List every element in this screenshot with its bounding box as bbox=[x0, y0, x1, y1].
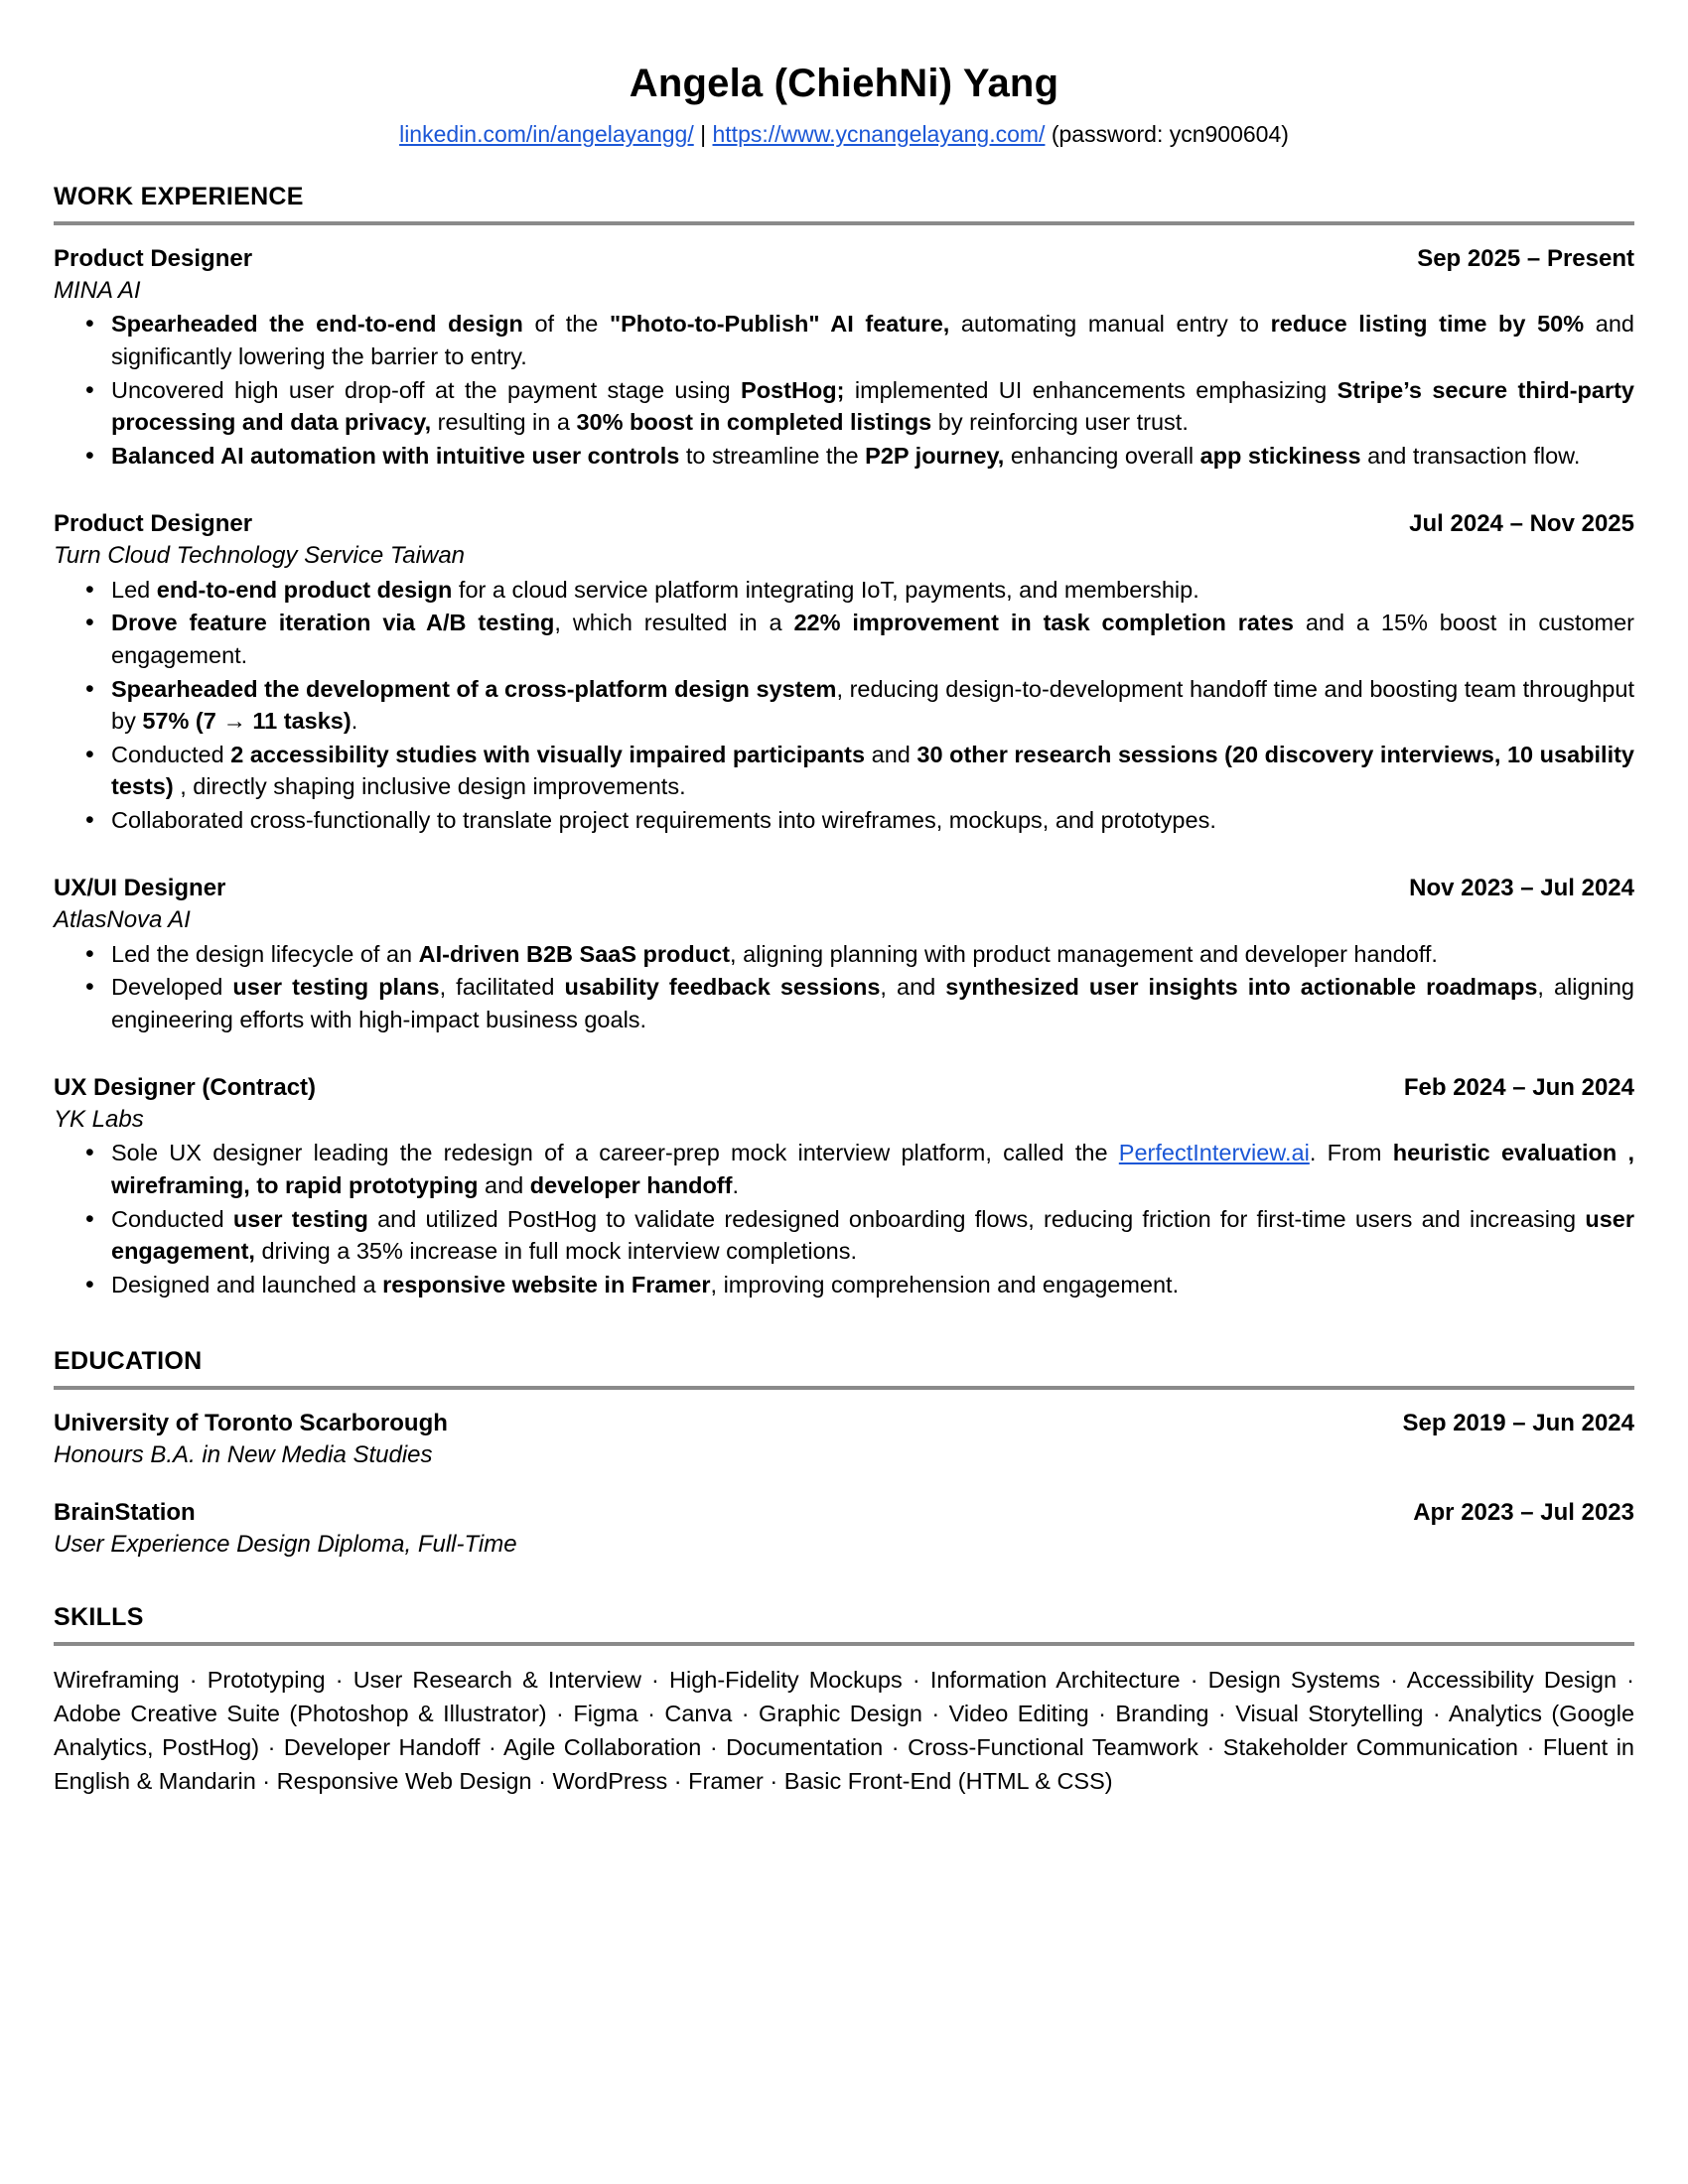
body-text: for a cloud service platform integrating IoT, payments, and membership. bbox=[452, 576, 1199, 603]
skill-item: Video Editing bbox=[948, 1701, 1089, 1727]
skill-item: Design Systems bbox=[1207, 1667, 1381, 1694]
skill-item: Accessibility Design bbox=[1406, 1667, 1618, 1694]
skill-item: User Research & Interview bbox=[352, 1667, 641, 1694]
education-entry-header bbox=[54, 1408, 1634, 1438]
job-bullet-list bbox=[54, 1137, 1634, 1300]
section-heading-skills: SKILLS bbox=[54, 1603, 144, 1632]
degree-name: User Experience Design Diploma, Full-Time bbox=[54, 1530, 517, 1558]
education-list bbox=[54, 1408, 1634, 1561]
skill-separator: · bbox=[179, 1667, 208, 1694]
job-bullet bbox=[54, 938, 1634, 971]
body-text: Uncovered high user drop-off at the payment stage using bbox=[111, 376, 742, 403]
body-text: , reducing design-to-development handoff time and boosting team throughput by bbox=[111, 675, 1634, 735]
education-dates: Sep 2019 – Jun 2024 bbox=[1402, 1409, 1634, 1436]
linkedin-link[interactable]: linkedin.com/in/angelayangg/ bbox=[399, 120, 694, 147]
education-entry bbox=[54, 1497, 1634, 1561]
body-text: , aligning planning with product management and developer handoff. bbox=[730, 940, 1438, 967]
emphasis-text: Spearheaded the end-to-end design bbox=[111, 311, 523, 338]
skill-separator: · bbox=[1518, 1734, 1543, 1761]
skill-item: Stakeholder Communication bbox=[1222, 1734, 1518, 1761]
entry-spacer bbox=[54, 1042, 1634, 1072]
emphasis-text: 30 other research sessions (20 discovery interviews, 10 usability tests) bbox=[111, 741, 1634, 800]
emphasis-text: usability feedback sessions bbox=[564, 974, 881, 1001]
education-entry bbox=[54, 1408, 1634, 1471]
body-text: , which resulted in a bbox=[554, 610, 794, 636]
work-entry bbox=[54, 873, 1634, 1036]
skill-item: High-Fidelity Mockups bbox=[669, 1667, 903, 1694]
inline-link[interactable]: PerfectInterview.ai bbox=[1118, 1140, 1310, 1166]
skill-separator: · bbox=[667, 1767, 689, 1794]
skill-item: Prototyping bbox=[207, 1667, 326, 1694]
skill-separator: · bbox=[1088, 1701, 1116, 1727]
contact-line bbox=[54, 120, 1634, 149]
emphasis-text: AI-driven B2B SaaS product bbox=[418, 940, 731, 967]
work-entry-header bbox=[54, 508, 1634, 539]
emphasis-text: synthesized user insights into actionable roadmaps bbox=[945, 974, 1538, 1001]
body-text: and utilized PostHog to validate redesigned onboarding flows, reducing friction for first-time users and increasing bbox=[367, 1205, 1586, 1232]
emphasis-text: developer handoff bbox=[529, 1172, 733, 1199]
emphasis-text: Stripe’s secure third-party processing and data privacy, bbox=[111, 376, 1634, 436]
job-bullet-list bbox=[54, 308, 1634, 472]
skill-separator: · bbox=[701, 1734, 727, 1761]
degree-name: Honours B.A. in New Media Studies bbox=[54, 1440, 433, 1468]
section-rule-skills bbox=[54, 1642, 1634, 1646]
work-entry bbox=[54, 508, 1634, 837]
job-dates: Jul 2024 – Nov 2025 bbox=[1409, 509, 1634, 537]
company-name: AtlasNova AI bbox=[54, 905, 191, 933]
skill-separator: · bbox=[546, 1701, 574, 1727]
skill-separator: · bbox=[1197, 1734, 1223, 1761]
section-rule-education bbox=[54, 1386, 1634, 1390]
work-experience-list bbox=[54, 243, 1634, 1301]
job-bullet-list bbox=[54, 938, 1634, 1036]
job-bullet bbox=[54, 739, 1634, 803]
company-name: Turn Cloud Technology Service Taiwan bbox=[54, 541, 466, 569]
work-entry-header bbox=[54, 1072, 1634, 1103]
job-title: UX/UI Designer bbox=[54, 874, 226, 901]
skill-item: Cross-Functional Teamwork bbox=[908, 1734, 1198, 1761]
emphasis-text: reduce listing time by 50% bbox=[1270, 311, 1585, 338]
skill-item: Developer Handoff bbox=[283, 1734, 481, 1761]
skill-item: Adobe Creative Suite (Photoshop & Illustrator) bbox=[54, 1701, 547, 1727]
body-text: by reinforcing user trust. bbox=[931, 409, 1189, 436]
skill-item: WordPress bbox=[552, 1767, 668, 1794]
entry-spacer bbox=[54, 478, 1634, 508]
job-bullet-list bbox=[54, 574, 1634, 837]
skill-separator: · bbox=[325, 1667, 353, 1694]
emphasis-text: P2P journey, bbox=[865, 443, 1005, 470]
job-title: Product Designer bbox=[54, 509, 253, 537]
work-entry-header bbox=[54, 873, 1634, 903]
job-bullet bbox=[54, 804, 1634, 837]
body-text: and significantly lowering the barrier to entry. bbox=[111, 311, 1634, 370]
skill-item: Figma bbox=[573, 1701, 638, 1727]
job-bullet bbox=[54, 607, 1634, 671]
section-heading-education: EDUCATION bbox=[54, 1346, 203, 1375]
emphasis-text: heuristic evaluation , wireframing, to rapid prototyping bbox=[111, 1140, 1634, 1199]
skill-separator: · bbox=[763, 1767, 784, 1794]
body-text: implemented UI enhancements emphasizing bbox=[844, 376, 1337, 403]
skill-separator: · bbox=[1208, 1701, 1236, 1727]
emphasis-text: 57% (7 → 11 tasks) bbox=[142, 708, 352, 735]
body-text: Conducted bbox=[111, 1205, 233, 1232]
skill-separator: · bbox=[883, 1734, 909, 1761]
skill-item: Documentation bbox=[726, 1734, 884, 1761]
body-text: and bbox=[865, 741, 917, 767]
skill-item: Fluent in English & Mandarin bbox=[54, 1734, 1634, 1794]
skill-separator: · bbox=[1423, 1701, 1449, 1727]
job-bullet bbox=[54, 673, 1634, 738]
emphasis-text: "Photo-to-Publish" AI feature, bbox=[609, 311, 950, 338]
emphasis-text: 22% improvement in task completion rates bbox=[793, 610, 1294, 636]
body-text: , facilitated bbox=[439, 974, 565, 1001]
body-text: of the bbox=[522, 311, 610, 338]
job-bullet bbox=[54, 1203, 1634, 1268]
body-text: , directly shaping inclusive design improvements. bbox=[173, 773, 686, 800]
emphasis-text: Balanced AI automation with intuitive user controls bbox=[111, 443, 680, 470]
work-entry bbox=[54, 243, 1634, 473]
section-heading-work: WORK EXPERIENCE bbox=[54, 182, 304, 210]
skill-separator: · bbox=[902, 1667, 930, 1694]
emphasis-text: PostHog; bbox=[741, 376, 845, 403]
emphasis-text: app stickiness bbox=[1199, 443, 1361, 470]
skill-separator: · bbox=[531, 1767, 553, 1794]
password-note: (password: ycn900604) bbox=[1045, 120, 1289, 147]
skill-item: Responsive Web Design bbox=[276, 1767, 532, 1794]
body-text: . From bbox=[1309, 1140, 1393, 1166]
job-bullet bbox=[54, 440, 1634, 473]
body-text: . bbox=[732, 1172, 739, 1199]
body-text: and bbox=[478, 1172, 530, 1199]
skill-item: Visual Storytelling bbox=[1235, 1701, 1424, 1727]
body-text: , aligning engineering efforts with high-impact business goals. bbox=[111, 974, 1635, 1032]
section-rule-work bbox=[54, 221, 1634, 225]
body-text: Designed and launched a bbox=[111, 1272, 383, 1298]
skill-separator: · bbox=[1180, 1667, 1208, 1694]
body-text: automating manual entry to bbox=[949, 311, 1271, 338]
skill-item: Wireframing bbox=[54, 1667, 180, 1694]
skill-item: Agile Collaboration bbox=[503, 1734, 702, 1761]
skill-item: Analytics (Google Analytics, PostHog) bbox=[54, 1701, 1635, 1761]
body-text: and a 15% boost in customer engagement. bbox=[111, 610, 1634, 668]
job-bullet bbox=[54, 574, 1634, 607]
company-name: MINA AI bbox=[54, 276, 141, 304]
skill-separator: · bbox=[1617, 1667, 1634, 1694]
work-entry bbox=[54, 1072, 1634, 1301]
entry-spacer bbox=[54, 1475, 1634, 1497]
job-bullet bbox=[54, 971, 1634, 1035]
job-bullet bbox=[54, 1269, 1634, 1301]
company-name: YK Labs bbox=[54, 1105, 144, 1133]
emphasis-text: Spearheaded the development of a cross-platform design system bbox=[111, 675, 837, 702]
job-bullet bbox=[54, 374, 1634, 439]
work-entry-header bbox=[54, 243, 1634, 274]
skill-separator: · bbox=[921, 1701, 949, 1727]
body-text: Led the design lifecycle of an bbox=[111, 940, 419, 967]
body-text: driving a 35% increase in full mock interview completions. bbox=[254, 1238, 857, 1265]
website-link[interactable]: https://www.ycnangelayang.com/ bbox=[712, 120, 1046, 147]
job-title: Product Designer bbox=[54, 244, 253, 272]
emphasis-text: 30% boost in completed listings bbox=[576, 409, 932, 436]
skill-separator: · bbox=[640, 1667, 669, 1694]
job-dates: Nov 2023 – Jul 2024 bbox=[1409, 874, 1634, 901]
emphasis-text: 2 accessibility studies with visually impaired participants bbox=[230, 741, 866, 767]
body-text: Collaborated cross-functionally to translate project requirements into wireframes, mockups, and prototypes. bbox=[111, 807, 1216, 834]
emphasis-text: user testing plans bbox=[232, 974, 440, 1001]
emphasis-text: user testing bbox=[232, 1205, 368, 1232]
job-dates: Feb 2024 – Jun 2024 bbox=[1403, 1073, 1634, 1101]
page-title: Angela (ChiehNi) Yang bbox=[629, 62, 1059, 105]
skill-item: Information Architecture bbox=[929, 1667, 1181, 1694]
emphasis-text: responsive website in Framer bbox=[382, 1272, 711, 1298]
body-text: to streamline the bbox=[679, 443, 866, 470]
skill-separator: · bbox=[480, 1734, 504, 1761]
education-entry-header bbox=[54, 1497, 1634, 1528]
job-bullet bbox=[54, 1137, 1634, 1201]
body-text: Led bbox=[111, 576, 157, 603]
skill-item: Branding bbox=[1115, 1701, 1209, 1727]
body-text: , improving comprehension and engagement. bbox=[710, 1272, 1180, 1298]
skill-separator: · bbox=[732, 1701, 760, 1727]
body-text: Sole UX designer leading the redesign of a career-prep mock interview platform, called the bbox=[111, 1140, 1119, 1166]
body-text: . bbox=[351, 708, 358, 735]
skill-item: Framer bbox=[688, 1767, 764, 1794]
skill-separator: · bbox=[637, 1701, 665, 1727]
emphasis-text: user engagement, bbox=[111, 1205, 1635, 1265]
contact-divider: | bbox=[693, 120, 713, 147]
skill-separator: · bbox=[259, 1734, 284, 1761]
skill-item: Basic Front-End (HTML & CSS) bbox=[783, 1767, 1113, 1794]
entry-spacer bbox=[54, 843, 1634, 873]
skill-separator: · bbox=[255, 1767, 277, 1794]
school-name: University of Toronto Scarborough bbox=[54, 1409, 448, 1436]
body-text: , and bbox=[880, 974, 946, 1001]
body-text: Developed bbox=[111, 974, 233, 1001]
emphasis-text: Drove feature iteration via A/B testing bbox=[111, 610, 555, 636]
job-bullet bbox=[54, 308, 1634, 372]
skills-text bbox=[54, 1664, 1634, 1798]
emphasis-text: end-to-end product design bbox=[156, 576, 453, 603]
body-text: Conducted bbox=[111, 741, 231, 767]
body-text: and transaction flow. bbox=[1360, 443, 1581, 470]
body-text: enhancing overall bbox=[1004, 443, 1200, 470]
education-dates: Apr 2023 – Jul 2023 bbox=[1413, 1498, 1634, 1526]
school-name: BrainStation bbox=[54, 1498, 196, 1526]
skill-item: Graphic Design bbox=[759, 1701, 922, 1727]
body-text: resulting in a bbox=[431, 409, 577, 436]
skill-item: Canva bbox=[664, 1701, 733, 1727]
skill-separator: · bbox=[1380, 1667, 1407, 1694]
job-title: UX Designer (Contract) bbox=[54, 1073, 317, 1101]
job-dates: Sep 2025 – Present bbox=[1417, 244, 1634, 272]
